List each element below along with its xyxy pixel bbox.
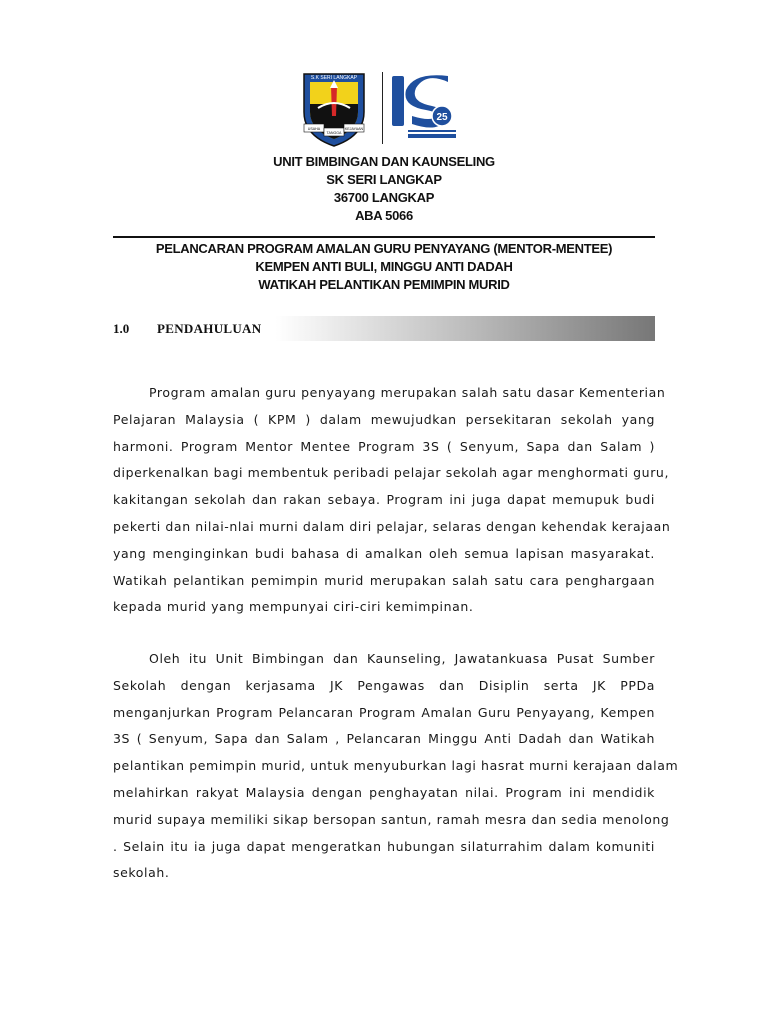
paragraph-line: Oleh itu Unit Bimbingan dan Kaunseling, Jawatankuasa Pusat Sumber xyxy=(149,651,655,666)
paragraph-line: . Selain itu ia juga dapat mengeratkan hubungan silaturrahim dalam komuniti xyxy=(113,838,655,854)
subtitle-line-3: WATIKAH PELANTIKAN PEMIMPIN MURID xyxy=(258,277,510,292)
header-line-postcode: 36700 LANGKAP xyxy=(333,190,435,205)
paragraph-line: pekerti dan nilai-nlai murni dalam diri pelajar, selaras dengan kehendak kerajaan xyxy=(113,518,671,534)
subtitle-line-2: KEMPEN ANTI BULI, MINGGU ANTI DADAH xyxy=(255,259,513,274)
header-rule xyxy=(113,236,655,238)
paragraph-line: yang menginginkan budi bahasa di amalkan oleh semua lapisan masyarakat. xyxy=(113,545,655,561)
subtitle-line-1: PELANCARAN PROGRAM AMALAN GURU PENYAYANG (MENTOR-MENTEE) xyxy=(155,241,613,256)
school-logo-text: S.K SERI LANGKAP xyxy=(310,75,358,81)
program-logo-text: 1S xyxy=(388,142,390,143)
paragraph-line: kakitangan sekolah dan rakan sebaya. Program ini juga dapat memupuk budi xyxy=(113,492,655,508)
header-line-school: SK SERI LANGKAP xyxy=(326,172,442,187)
header-line-code: ABA 5066 xyxy=(355,208,413,223)
document-subtitle xyxy=(0,240,768,294)
paragraph-line: murid supaya memiliki sikap bersopan santun, ramah mesra dan sedia menolong xyxy=(113,811,670,827)
document-header xyxy=(0,153,768,225)
paragraph-2 xyxy=(113,646,679,887)
paragraph-line: harmoni. Program Mentor Mentee Program 3S ( Senyum, Sapa dan Salam ) xyxy=(113,438,655,454)
paragraph-line: Watikah pelantikan pemimpin murid merupakan salah satu cara penghargaan xyxy=(113,572,655,588)
logo-divider xyxy=(382,72,383,144)
header-line-unit: UNIT BIMBINGAN DAN KAUNSELING xyxy=(273,154,495,169)
paragraph-line: sekolah. xyxy=(113,865,170,881)
section-heading-bar xyxy=(113,316,655,341)
motto-2: TANGGA xyxy=(326,131,342,135)
section-number: 1.0 xyxy=(113,321,130,336)
school-crest-logo xyxy=(298,66,370,148)
motto-3: KEJAYAAN xyxy=(344,127,364,131)
section-title: PENDAHULUAN xyxy=(157,321,262,336)
header-logos xyxy=(298,66,463,148)
paragraph-line: pelantikan pemimpin murid, untuk menyuburkan lagi hasrat murni kerajaan dalam xyxy=(113,758,679,774)
program-1s-logo xyxy=(386,70,460,144)
paragraph-line: 3S ( Senyum, Sapa dan Salam , Pelancaran Minggu Anti Dadah dan Watikah xyxy=(113,731,655,747)
motto-1: USAHA xyxy=(307,127,321,131)
paragraph-line: diperkenalkan bagi membentuk peribadi pelajar sekolah agar menghormati guru, xyxy=(113,465,670,481)
paragraph-line: menganjurkan Program Pelancaran Program Amalan Guru Penyayang, Kempen xyxy=(113,704,655,720)
paragraph-line: kepada murid yang mempunyai ciri-ciri kemimpinan. xyxy=(113,599,474,615)
paragraph-line: Program amalan guru penyayang merupakan salah satu dasar Kementerian xyxy=(149,385,666,400)
program-logo-number: 25 xyxy=(436,112,448,123)
paragraph-1 xyxy=(113,380,671,621)
paragraph-line: Sekolah dengan kerjasama JK Pengawas dan Disiplin serta JK PPDa xyxy=(113,677,655,693)
paragraph-line: melahirkan rakyat Malaysia dengan penghayatan nilai. Program ini mendidik xyxy=(113,784,655,800)
paragraph-line: Pelajaran Malaysia ( KPM ) dalam mewujudkan persekitaran sekolah yang xyxy=(113,411,655,427)
